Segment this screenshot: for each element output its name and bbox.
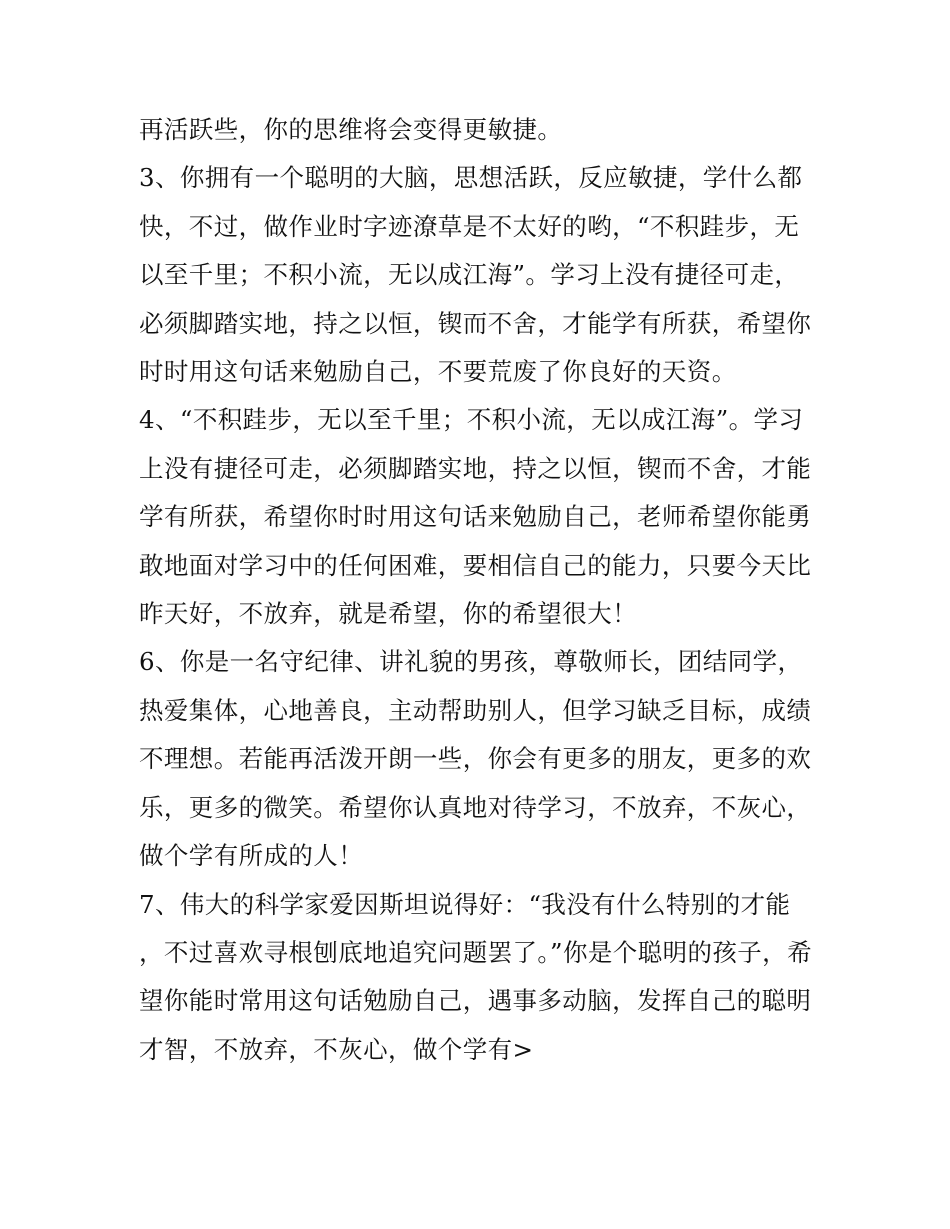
- paragraph-item-7: 7、伟大的科学家爱因斯坦说得好：“我没有什么特别的才能，不过喜欢寻根刨底地追究问题罢了。”你是个聪明的孩子，希望你能时常用这句话勉励自己，遇事多动脑，发挥自己的聪明才智，不放弃，不灰心，做个学有>: [139, 889, 812, 1064]
- paragraph-continuation: 再活跃些，你的思维将会变得更敏捷。: [139, 115, 563, 144]
- paragraph-item-6: 6、你是一名守纪律、讲礼貌的男孩，尊敬师长，团结同学，热爱集体，心地善良，主动帮助别人，但学习缺乏目标，成绩不理想。若能再活泼开朗一些，你会有更多的朋友，更多的欢乐，更多的微笑。希望你认真地对待学习，不放弃，不灰心，做个学有所成的人！: [139, 647, 812, 871]
- paragraph-item-4: 4、“不积跬步，无以至千里；不积小流，无以成江海”。学习上没有捷径可走，必须脚踏实地，持之以恒，锲而不舍，才能学有所获，希望你时时用这句话来勉励自己，老师希望你能勇敢地面对学习中的任何困难，要相信自己的能力，只要今天比昨天好，不放弃，就是希望，你的希望很大！: [139, 405, 812, 629]
- document-body: [139, 106, 815, 1074]
- paragraph-item-3: 3、你拥有一个聪明的大脑，思想活跃，反应敏捷，学什么都快，不过，做作业时字迹潦草是不太好的哟，“不积跬步，无以至千里；不积小流，无以成江海”。学习上没有捷径可走，必须脚踏实地，持之以恒，锲而不舍，才能学有所获，希望你时时用这句话来勉励自己，不要荒废了你良好的天资。: [139, 163, 812, 387]
